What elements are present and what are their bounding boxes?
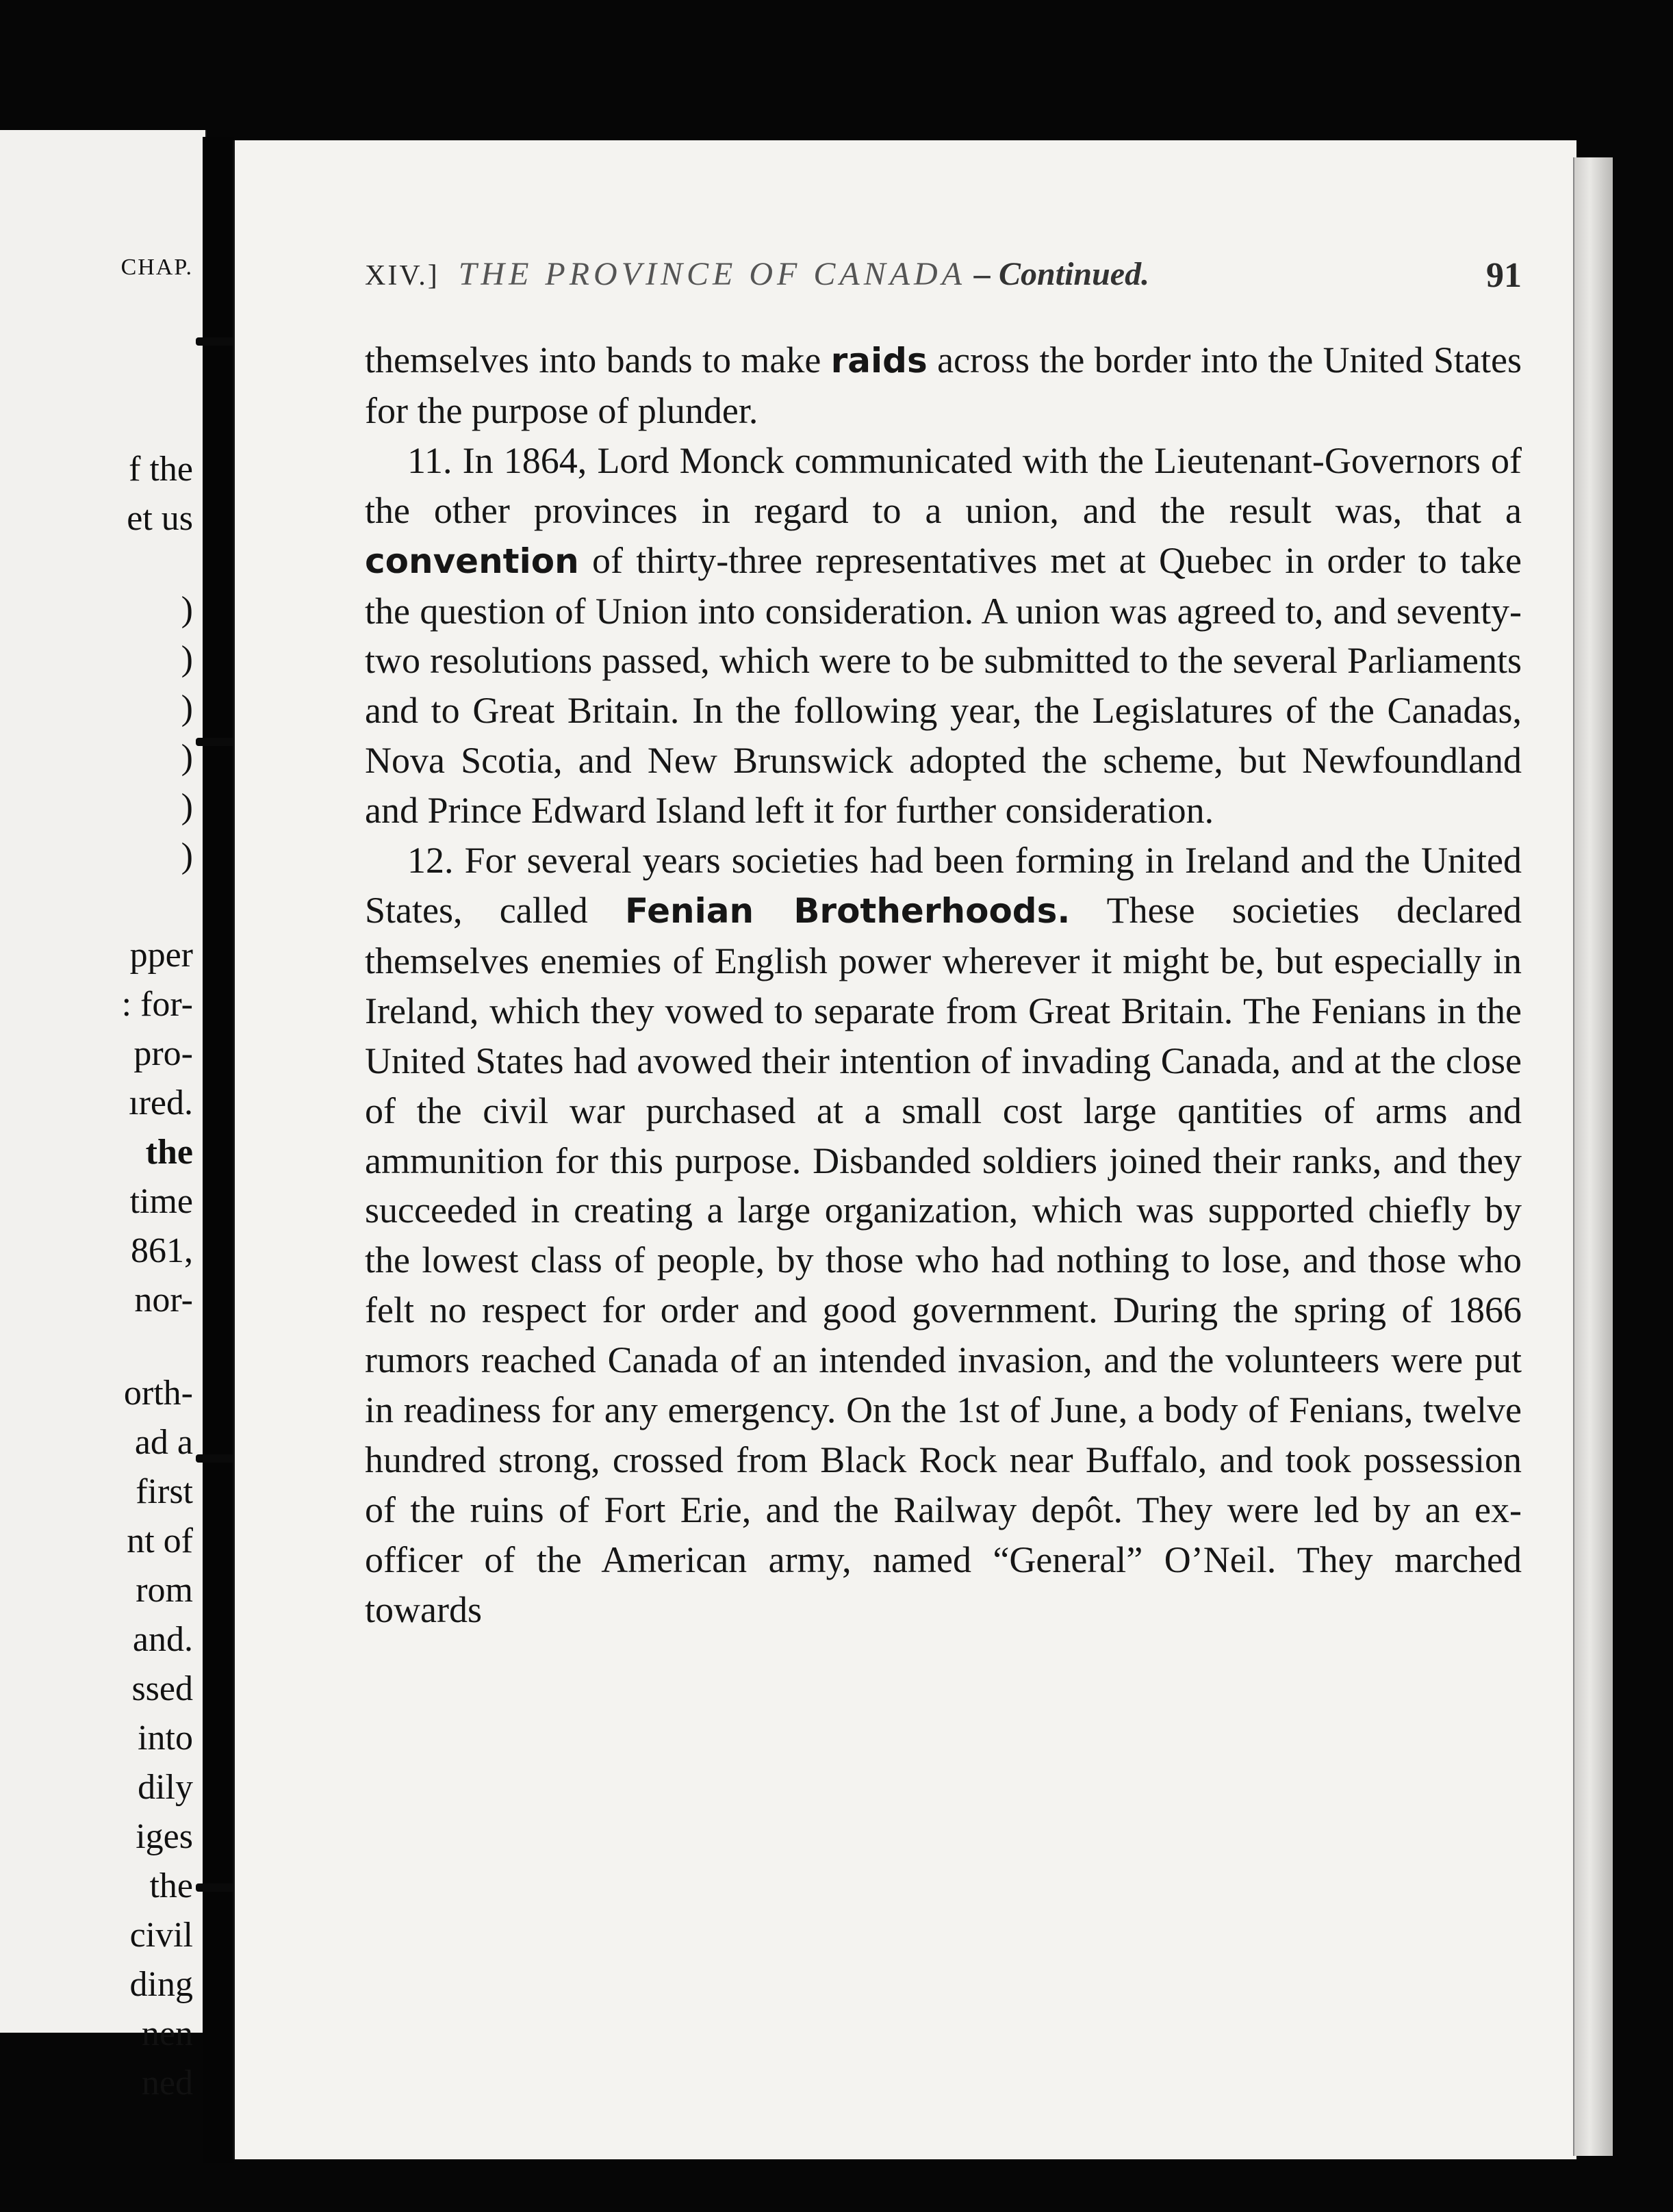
book-spine (203, 137, 234, 2163)
left-page-line: ssed (131, 1669, 193, 1708)
text-run: These societies declared themselves enemies of English power wherever it might be, but especially in Ireland, which they vowed to separate from Great Britain. The Fenians in the United States had avowed their intention of invading Canada, and at the close of the civil war purchased at a small cost large qantities of arms and ammunition for this purpose. Disbanded soldiers joined their ranks, and they succeeded in creating a large organization, which was supported chiefly by the lowest class of people, by those who had nothing to lose, and those who felt no respect for order and good government. During the spring of 1866 rumors reached Canada of an intended invasion, and the volunteers were put in readiness for any emergency. On the 1st of June, a body of Fenians, twelve hundred strong, crossed from Black Rock near Buffalo, and took possession of the ruins of Fort Erie, and the Railway depôt. They were led by an ex-officer of the American army, named “General” O’Neil. They marched towards (365, 889, 1522, 1630)
left-page-line: ) (181, 689, 193, 728)
left-page-line: rom (136, 1571, 193, 1610)
left-page-line: orth- (123, 1374, 193, 1413)
left-page-line: ) (181, 836, 193, 875)
bold-term-fenian-brotherhoods: Fenian Brotherhoods. (625, 890, 1071, 931)
left-page-line: ad a (134, 1423, 193, 1462)
left-page-line: nt of (127, 1521, 193, 1560)
running-title: THE PROVINCE OF CANADA (458, 256, 967, 292)
paragraph-12 (365, 836, 1522, 1635)
left-page-line: et us (127, 499, 193, 538)
text-run: themselves into bands to make (365, 339, 831, 381)
paragraph-11 (365, 436, 1522, 836)
body-text (365, 335, 1522, 1635)
page-edge (1573, 157, 1613, 2156)
left-page-line: time (129, 1182, 193, 1221)
left-page-line: ıred. (129, 1083, 193, 1122)
left-page-line: ) (181, 787, 193, 826)
left-page-line: 861, (131, 1231, 193, 1270)
left-page-line: nen (141, 2014, 193, 2053)
left-page-line: first (136, 1472, 193, 1511)
left-page-line: dily (138, 1768, 193, 1807)
chapter-number: XIV.] (365, 260, 439, 292)
left-page-line: civil (129, 1916, 193, 1955)
left-page-line: ) (181, 738, 193, 777)
paragraph (365, 335, 1522, 436)
left-page-line: into (138, 1719, 193, 1758)
left-page-line: iges (136, 1817, 193, 1856)
left-page-line: nor- (134, 1281, 193, 1320)
left-page-line: CHAP. (120, 255, 193, 280)
text-run: 11. In 1864, Lord Monck communicated with the Lieutenant-Governors of the other provinces in regard to a union, and the result was, that a (365, 439, 1522, 531)
left-page-line: ) (181, 590, 193, 629)
text-run: of thirty-three representatives met at Quebec in order to take the question of Union into consideration. A union was agreed to, and seventy-two resolutions passed, which were to be submitted to the several Parliaments and to Great Britain. In the following year, the Legislatures of the Canadas, Nova Scotia, and New Brunswick adopted the scheme, but Newfoundland and Prince Edward Island left it for further consideration. (365, 539, 1522, 832)
bold-term-raids: raids (830, 341, 928, 381)
left-page-line: : for- (121, 985, 193, 1024)
page-number: 91 (1486, 256, 1522, 295)
left-page-line: pro- (133, 1034, 193, 1073)
continued-label: – Continued. (974, 256, 1150, 292)
right-page (233, 140, 1576, 2159)
left-page-line: ding (129, 1965, 193, 2004)
left-page-line: ned (141, 2063, 193, 2102)
text-run: across the border into the United States for the purpose of plunder. (365, 339, 1522, 431)
left-page (0, 130, 207, 2102)
left-page-line: the (145, 1133, 193, 1172)
left-page-line: pper (129, 936, 193, 975)
left-page-line: ) (181, 639, 193, 678)
left-page-line: and. (132, 1620, 193, 1659)
left-page-line: f the (129, 450, 193, 489)
bold-term-convention: convention (365, 541, 579, 581)
running-header (365, 255, 1522, 293)
text-run: 12. For several years societies had been forming in Ireland and the United States, called (365, 840, 1522, 931)
left-page-line: the (149, 1866, 193, 1905)
